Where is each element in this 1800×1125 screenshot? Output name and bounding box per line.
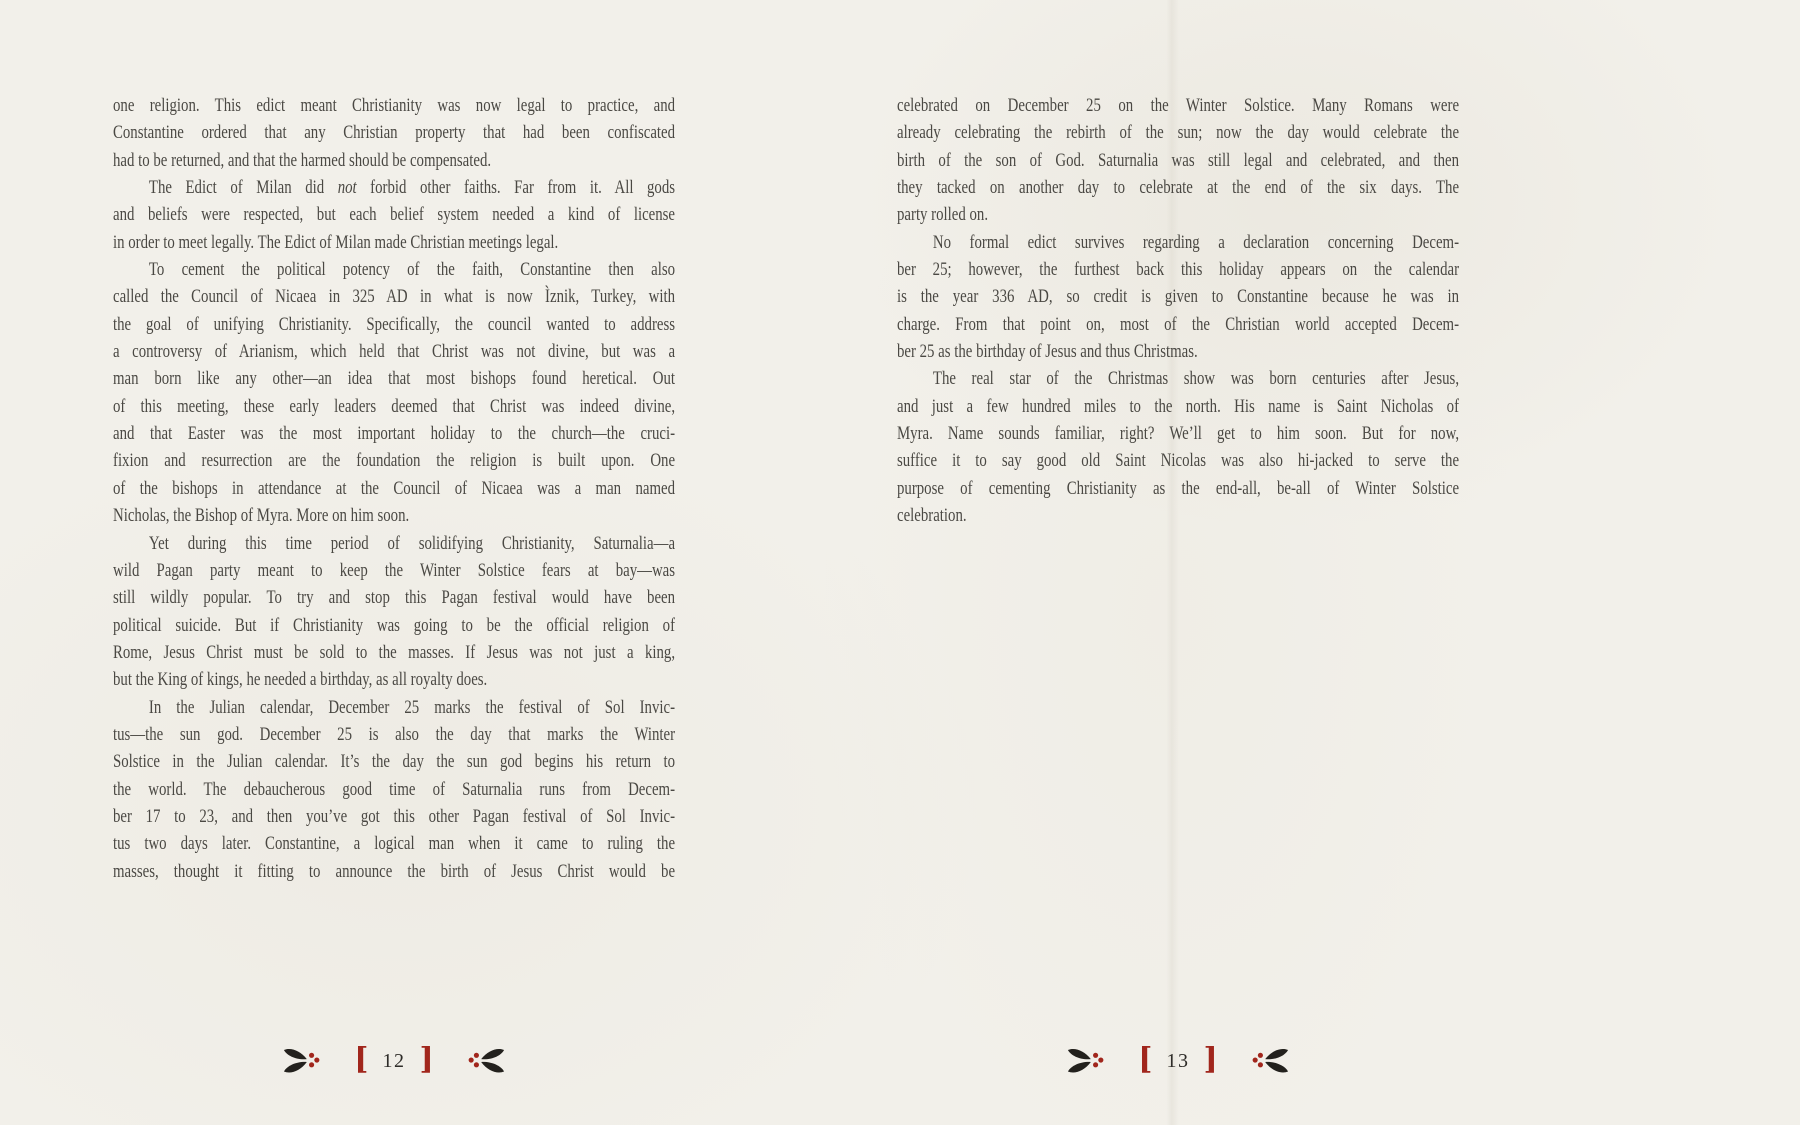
text-line: of this meeting, these early leaders deemed that Christ was indeed divine,: [113, 395, 676, 417]
text-line: ber 17 to 23, and then you’ve got this other Pagan festival of Sol Invic-: [113, 805, 676, 827]
text-line: man born like any other—an idea that most bishops found heretical. Out: [113, 368, 676, 390]
text-line: fixion and resurrection are the foundation the religion is built upon. One: [113, 450, 676, 472]
page-number-right: 13: [1166, 1049, 1190, 1072]
holly-sprig-icon: [1248, 1046, 1290, 1076]
text-line: In the Julian calendar, December 25 marks the festival of Sol Invic-: [148, 696, 676, 718]
text-line: charge. From that point on, most of the Christian world accepted Decem-: [897, 313, 1460, 335]
text-line: political suicide. But if Christianity was going to be the official religion of: [113, 614, 676, 636]
text-line: wild Pagan party meant to keep the Winter Solstice fears at bay—was: [113, 559, 676, 581]
text-line: birth of the son of God. Saturnalia was still legal and celebrated, and then: [897, 149, 1460, 171]
text-line: tus two days later. Constantine, a logical man when it came to ruling the: [113, 833, 676, 855]
text-line: they tacked on another day to celebrate at the end of the six days. The: [897, 177, 1460, 199]
text-line: celebration.: [897, 505, 967, 527]
text-line: Yet during this time period of solidifying Christianity, Saturnalia—a: [148, 532, 676, 554]
text-line: Constantine ordered that any Christian property that had been confiscated: [113, 122, 676, 144]
text-line: purpose of cementing Christianity as the end-all, be-all of Winter Solstice: [897, 477, 1460, 499]
text-line: Myra. Name sounds familiar, right? We’ll get to him soon. But for now,: [897, 423, 1460, 445]
text-line: Rome, Jesus Christ must be sold to the masses. If Jesus was not just a king,: [113, 641, 676, 663]
text-line: No formal edict survives regarding a declaration concerning Decem-: [932, 231, 1460, 253]
text-line: called the Council of Nicaea in 325 AD in what is now Ìznik, Turkey, with: [113, 286, 676, 308]
text-line: and that Easter was the most important holiday to the church—the cruci-: [113, 423, 676, 445]
page-number-bracket-open: [: [354, 1042, 369, 1077]
text-line: The Edict of Milan did not forbid other faiths. Far from it. All gods: [148, 177, 676, 199]
page-left-footer: [113, 1037, 675, 1085]
text-line: tus—the sun god. December 25 is also the day that marks the Winter: [113, 723, 676, 745]
page-number-bracket-close: ]: [419, 1042, 434, 1077]
text-line: the goal of unifying Christianity. Specifically, the council wanted to address: [113, 313, 676, 335]
text-line: ber 25; however, the furthest back this holiday appears on the calendar: [897, 259, 1460, 281]
text-line: the world. The debaucherous good time of Saturnalia runs from Decem-: [113, 778, 676, 800]
page-right-text-column: [897, 92, 1459, 530]
page-left-text-column: [113, 92, 675, 885]
text-line: Nicholas, the Bishop of Myra. More on him soon.: [113, 505, 410, 527]
text-line: already celebrating the rebirth of the sun; now the day would celebrate the: [897, 122, 1460, 144]
holly-sprig-icon: [464, 1046, 506, 1076]
text-line: is the year 336 AD, so credit is given to Constantine because he was in: [897, 286, 1460, 308]
holly-sprig-icon: [1066, 1046, 1108, 1076]
text-line: masses, thought it fitting to announce the birth of Jesus Christ would be: [113, 860, 676, 882]
text-line: ber 25 as the birthday of Jesus and thus Christmas.: [897, 341, 1198, 363]
text-line: had to be returned, and that the harmed should be compensated.: [113, 149, 492, 171]
text-line: still wildly popular. To try and stop this Pagan festival would have been: [113, 587, 676, 609]
page-number-left: 12: [382, 1049, 406, 1072]
text-line: Solstice in the Julian calendar. It’s the day the sun god begins his return to: [113, 751, 676, 773]
text-line: in order to meet legally. The Edict of Milan made Christian meetings legal.: [113, 231, 559, 253]
text-line: and beliefs were respected, but each belief system needed a kind of license: [113, 204, 676, 226]
text-line: and just a few hundred miles to the north. His name is Saint Nicholas of: [897, 395, 1460, 417]
text-line: suffice it to say good old Saint Nicolas was also hi-jacked to serve the: [897, 450, 1460, 472]
holly-sprig-icon: [282, 1046, 324, 1076]
text-line: but the King of kings, he needed a birthday, as all royalty does.: [113, 669, 488, 691]
text-line: celebrated on December 25 on the Winter Solstice. Many Romans were: [897, 95, 1460, 116]
text-line: The real star of the Christmas show was born centuries after Jesus,: [932, 368, 1460, 390]
text-line: To cement the political potency of the faith, Constantine then also: [148, 259, 676, 281]
text-line: of the bishops in attendance at the Council of Nicaea was a man named: [113, 477, 676, 499]
text-line: party rolled on.: [897, 204, 989, 226]
page-right-footer: [897, 1037, 1459, 1085]
page-number-bracket-close: ]: [1203, 1042, 1218, 1077]
text-line: one religion. This edict meant Christianity was now legal to practice, and: [113, 95, 676, 116]
text-line: a controversy of Arianism, which held that Christ was not divine, but was a: [113, 341, 676, 363]
page-number-bracket-open: [: [1138, 1042, 1153, 1077]
